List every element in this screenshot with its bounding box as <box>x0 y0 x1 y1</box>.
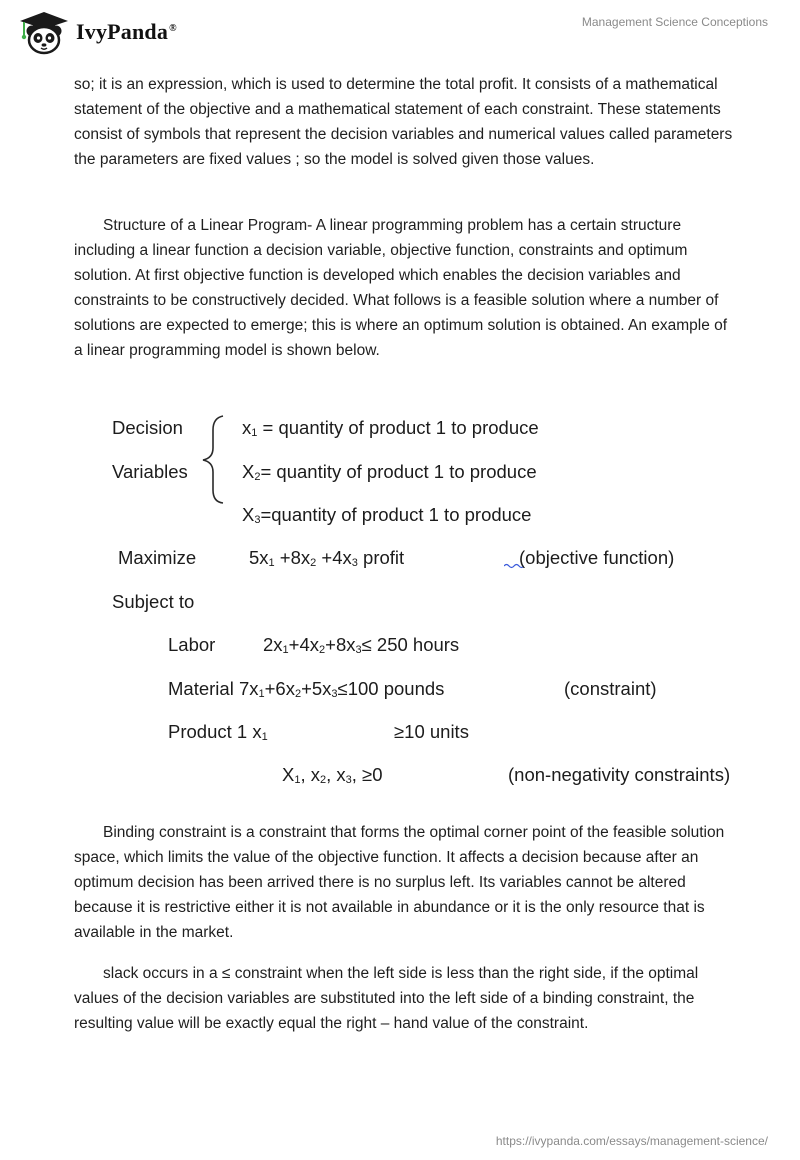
product-constraint: ≥10 units <box>394 721 469 742</box>
paragraph-slack: slack occurs in a ≤ constraint when the left side is less than the right side, if the optimal values of the decision variables are substituted into the left side of a binding constraint, the resulting value will be exactly equal the right – hand value of the constraint. <box>74 965 699 1032</box>
document-title: Management Science Conceptions <box>581 15 768 29</box>
paragraph-objective-function: so; it is an expression, which is used to determine the total profit. It consists of a mathematical statement of the objective and a mathematical statement of each constraint. These statements consist of symbols that represent the decision variables and numerical values called parameters the parameters are fixed values ; so the model is solved given those values. <box>74 76 733 168</box>
objective-note: (objective function) <box>519 547 675 568</box>
variable-x2: $X_2=$ quantity of product 1 to produce <box>242 461 537 483</box>
variable-x1: $x_1$ = quantity of product 1 to produce <box>242 417 539 439</box>
product-label: Product 1 $x_1$ <box>168 721 268 743</box>
constraint-note: (constraint) <box>564 678 657 699</box>
non-negativity-note: (non-negativity constraints) <box>508 764 731 785</box>
paragraph-binding-constraint: Binding constraint is a constraint that forms the optimal corner point of the feasible solution space, which limits the value of the objective function. It affects a decision because after an optimum decision has been arrived there is no surplus left. Its variables cannot be altered because it is restrictive either it is not available in abundance or it is the only resource that is available in the market. <box>74 824 725 941</box>
source-url-link[interactable]: https://ivypanda.com/essays/management-science/ <box>495 1134 768 1148</box>
brand-name: IvyPanda® <box>76 19 177 44</box>
material-constraint: Material $7x_1+6x_2+5x_3\le 100$ pounds <box>168 678 445 700</box>
curly-brace-icon <box>197 414 233 504</box>
objective-expression: $5x_1 +8x_2 +4x_3$ profit <box>249 547 405 569</box>
variables-label: Variables <box>112 461 188 482</box>
maximize-label: Maximize <box>118 547 197 568</box>
subject-to-label: Subject to <box>112 591 195 612</box>
non-negativity-expression: $X_1$, $x_2$, $x_3$, ≥0 <box>282 764 383 786</box>
paragraph-structure-linear-program: Structure of a Linear Program- A linear programming problem has a certain structure including a linear function a decision variable, objective function, constraints and optimum solution. At first objective function is developed which enables the decision variables and constraints to be constructively decided. What follows is a feasible solution where a number of solutions are expected to emerge; this is where an optimum solution is obtained. An example of a linear programming model is shown below. <box>74 217 728 359</box>
labor-constraint: $2x_1+4x_2+8x_3\le 250$ hours <box>263 634 460 656</box>
variable-x3: $X_3=quantity$ of product 1 to produce <box>242 504 532 526</box>
decision-label: Decision <box>112 417 183 438</box>
labor-label: Labor <box>168 634 216 655</box>
